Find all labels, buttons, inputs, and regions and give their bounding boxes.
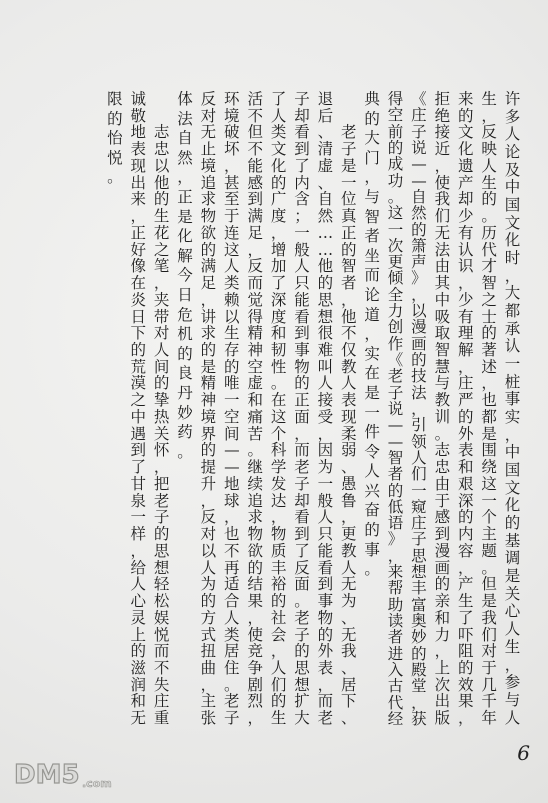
text-column: 退 后 、 清 虚 、 自 然 … … 他 的 思 想 很 难 叫 人 接 受 ， 因 为 一 般 人 只 能 看 到 事 物 的 外 表 ， 而 老 bbox=[317, 90, 334, 728]
text-column: 《 庄 子 说 — — 自 然 的 箫 声 》 ， 以 漫 画 的 技 法 ， 引 领 人 们 一 窥 庄 子 思 想 丰 富 奥 妙 的 殿 堂 ， 获 bbox=[411, 90, 427, 728]
page-number: 6 bbox=[517, 741, 530, 765]
text-column: 环 境 破 坏 ， 甚 至 于 连 这 人 类 赖 以 生 存 的 唯 一 空 间 — — 地 球 ， 也 不 再 适 合 人 类 居 住 。 老 子 bbox=[224, 90, 240, 728]
text-column: 反 对 无 止 境 追 求 物 欲 的 满 足 ， 讲 求 的 是 精 神 境 界 的 提 升 ， 反 对 以 人 为 的 方 式 扭 曲 ， 主 张 bbox=[200, 90, 217, 728]
watermark-logo-text: DM5 bbox=[14, 760, 80, 790]
site-watermark bbox=[10, 753, 120, 793]
text-column: 志 忠 以 他 的 生 花 之 笔 ， 夹 带 对 人 间 的 挚 热 关 怀 ， 把 老 子 的 思 想 轻 松 娱 悦 而 不 失 庄 重 bbox=[153, 123, 170, 728]
vertical-text-block bbox=[107, 90, 522, 728]
text-column: 限 的 怡 悦 。 bbox=[107, 90, 123, 187]
text-column: 活 不 但 不 能 感 到 满 足 ， 反 而 觉 得 精 神 空 虚 和 痛 苦 。 继 续 追 求 物 欲 的 结 果 ， 使 竞 争 剧 烈 ， bbox=[247, 90, 263, 728]
text-column: 体 法 自 然 ， 正 是 化 解 今 日 危 机 的 良 丹 妙 药 。 bbox=[177, 90, 193, 461]
text-column: 得 空 前 的 成 功 。 这 一 次 更 倾 全 力 创 作 《 老 子 说 — — 智 者 的 低 语 》 ， 来 帮 助 读 者 进 入 古 代 经 bbox=[387, 90, 404, 728]
watermark-suffix-text: .com bbox=[82, 777, 112, 790]
text-column: 来 的 文 化 遗 产 却 少 有 认 识 ， 少 有 理 解 ， 庄 严 的 外 表 和 艰 深 的 内 容 ， 产 生 了 吓 阻 的 效 果 ， bbox=[457, 90, 474, 728]
text-column: 诚 敬 地 表 现 出 来 ， 正 好 像 在 炎 日 下 的 荒 漠 之 中 遇 到 了 甘 泉 一 样 ， 给 人 心 灵 上 的 滋 润 和 无 bbox=[130, 90, 146, 728]
dm5-logo-icon bbox=[10, 753, 120, 793]
text-column: 拒 绝 接 近 ， 使 我 们 无 法 由 其 中 吸 取 智 慧 与 教 训 。 志 忠 由 于 感 到 漫 画 的 亲 和 力 ， 上 次 出 版 bbox=[434, 90, 451, 728]
text-column: 老 子 是 一 位 真 正 的 智 者 ， 他 不 仅 教 人 表 现 柔 弱 、 愚 鲁 ， 更 教 人 无 为 、 无 我 、 居 下 、 bbox=[341, 123, 357, 728]
text-column: 生 ， 反 映 人 生 的 。 历 代 才 智 之 士 的 著 述 ， 也 都 是 围 绕 这 一 个 主 题 。 但 是 我 们 对 于 几 千 年 bbox=[481, 90, 497, 728]
text-column: 许 多 人 论 及 中 国 文 化 时 ， 大 都 承 认 一 桩 事 实 ， 中 国 文 化 的 基 调 是 关 心 人 生 ， 参 与 人 bbox=[504, 90, 521, 727]
text-column: 了 人 类 文 化 的 广 度 ， 增 加 了 深 度 和 韧 性 。 在 这 个 科 学 发 达 ， 物 质 丰 裕 的 社 会 ， 人 们 的 生 bbox=[270, 90, 287, 728]
text-column: 典 的 大 门 ， 与 智 者 坐 而 论 道 ， 实 在 是 一 件 令 人 兴 奋 的 事 。 bbox=[364, 90, 380, 579]
text-column: 子 却 看 到 了 内 含 ； 一 般 人 只 能 看 到 事 物 的 正 面 ， 而 老 子 却 看 到 了 反 面 。 老 子 的 思 想 扩 大 bbox=[294, 90, 310, 728]
